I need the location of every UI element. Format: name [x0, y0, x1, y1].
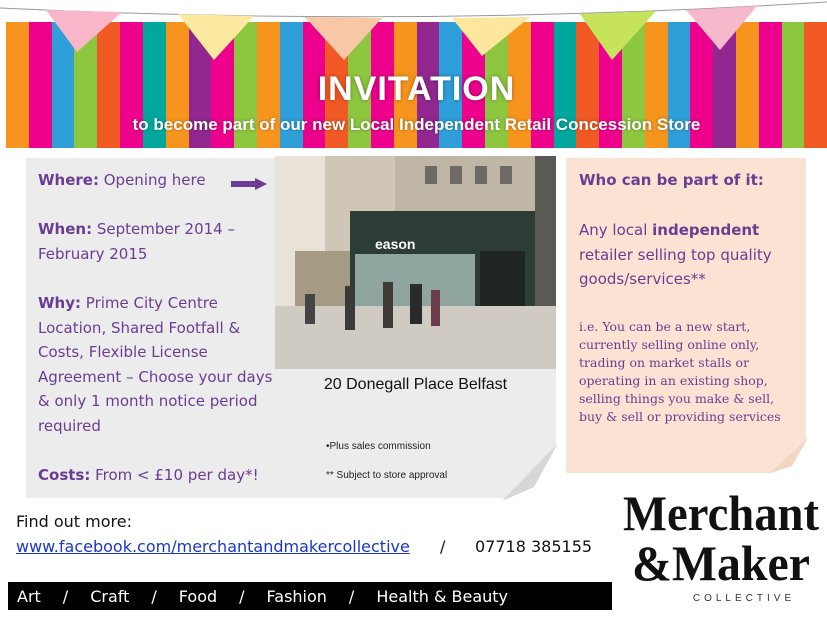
- storefront-photo: [275, 156, 556, 369]
- eligibility-title: Who can be part of it:: [579, 171, 764, 189]
- bunting-flag: [452, 17, 530, 56]
- costs-value: From < £10 per day*!: [95, 466, 259, 484]
- bunting-flag: [580, 11, 656, 60]
- where-value: Opening here: [103, 171, 206, 189]
- phone-number: 07718 385155: [475, 537, 593, 556]
- page-curl: [502, 443, 558, 501]
- page-curl: [768, 438, 808, 474]
- eligibility-detail: i.e. You can be a new start, currently selling online only, trading on market stalls or operating in an existing shop, selling things you make & sell, buy & sell or providing services: [579, 319, 781, 424]
- category-bar: [8, 582, 612, 610]
- bunting-flag: [686, 6, 757, 50]
- category-separator: /: [151, 586, 157, 606]
- merchant-maker-logo: [618, 482, 824, 610]
- where-label: Where:: [38, 171, 99, 189]
- facebook-link[interactable]: www.facebook.com/merchantandmakercollective: [16, 537, 410, 556]
- page-subtitle: to become part of our new Local Independent Retail Concession Store: [132, 115, 701, 134]
- category-item: Health & Beauty: [376, 586, 509, 606]
- shop-sign: eason: [375, 236, 416, 252]
- category-item: Food: [178, 586, 218, 606]
- eligibility-lead: Any local independent retailer selling top quality goods/services**: [579, 221, 772, 288]
- why-line: [38, 291, 278, 438]
- when-value: September 2014 – February 2015: [38, 220, 235, 263]
- approval-note: ** Subject to store approval: [326, 470, 448, 481]
- svg-text:Merchant: Merchant: [623, 485, 820, 541]
- why-label: Why:: [38, 294, 82, 312]
- photo-caption: 20 Donegall Place Belfast: [323, 376, 508, 393]
- arrow-right-icon: [231, 178, 267, 190]
- bunting-flag: [178, 14, 254, 60]
- category-separator: /: [348, 586, 355, 606]
- bunting-flags: [0, 0, 827, 70]
- when-label: When:: [38, 220, 93, 238]
- bunting-flag: [305, 17, 382, 60]
- svg-text:COLLECTIVE: COLLECTIVE: [692, 593, 796, 604]
- contact-separator: /: [440, 537, 446, 556]
- svg-text:&Maker: &Maker: [632, 535, 810, 591]
- category-separator: /: [239, 586, 245, 606]
- category-item: Art: [17, 586, 41, 606]
- when-line: [38, 217, 278, 266]
- why-value: Prime City Centre Location, Shared Footfall & Costs, Flexible License Agreement – Choose your days & only 1 month notice period required: [38, 294, 273, 435]
- category-separator: /: [62, 586, 69, 606]
- category-item: Fashion: [266, 586, 327, 606]
- commission-note: •Plus sales commission: [326, 441, 431, 452]
- details-panel: [26, 158, 556, 498]
- page-title: INVITATION: [317, 70, 516, 108]
- costs-label: Costs:: [38, 466, 91, 484]
- find-out-more-label: Find out more:: [16, 512, 132, 531]
- costs-line: [38, 463, 278, 488]
- category-item: Craft: [90, 586, 130, 606]
- bunting-flag: [46, 10, 122, 52]
- eligibility-panel: [566, 158, 806, 473]
